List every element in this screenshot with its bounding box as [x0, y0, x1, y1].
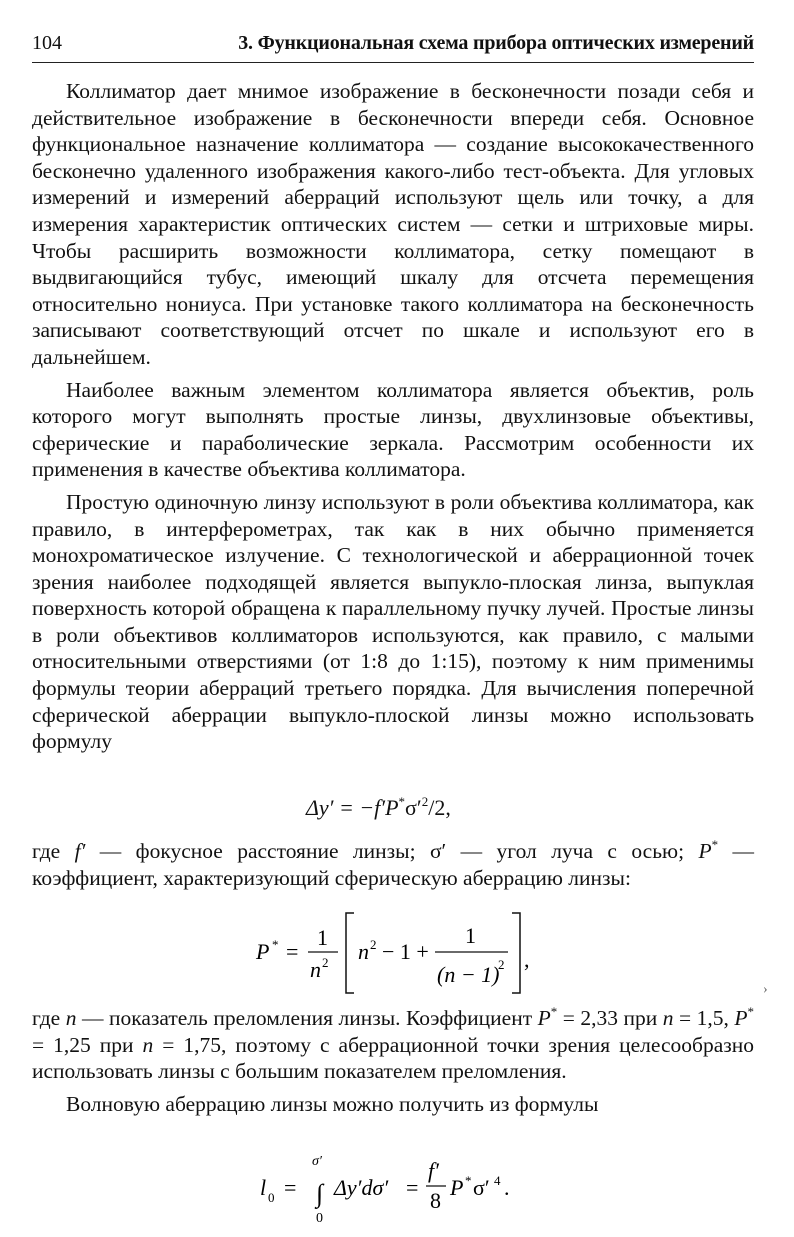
- svg-text:4: 4: [494, 1173, 501, 1188]
- svg-text:*: *: [465, 1173, 472, 1188]
- paragraph-1: Коллиматор дает мнимое изображение в бесконечности позади себя и действительное изображение в бесконечности впереди себя. Основное функциональное назначение коллиматора — создание высококачественного бесконечно удаленного изображения какого-либо тест-объекта. Для угловых измерений и измерений аберраций используют щель или точку, а для измерения характеристик оптических систем — сетки и штриховые миры. Чтобы расширить возможности коллиматора, сетку помещают в выдвигающийся тубус, имеющий шкалу для отсчета перемещения относительно нониуса. При установке такого коллиматора на бесконечность записывают соответствующий отсчет по шкале и используют его в дальнейшем.: [32, 79, 754, 369]
- svg-text:1: 1: [465, 923, 476, 948]
- svg-text:Δy′dσ′: Δy′dσ′: [334, 1175, 389, 1200]
- svg-text:1: 1: [317, 925, 328, 950]
- formula-spherical-coefficient: [250, 905, 550, 1000]
- running-head: 3. Функциональная схема прибора оптических измерений: [238, 32, 754, 54]
- integral-sign: ∫: [316, 1179, 324, 1208]
- svg-text:8: 8: [430, 1188, 441, 1213]
- svg-text:*: *: [272, 937, 279, 952]
- svg-text:=: =: [284, 1175, 297, 1200]
- svg-text:.: .: [504, 1175, 510, 1200]
- text-block-where-2: [32, 1005, 754, 1117]
- svg-text:2: 2: [322, 955, 329, 970]
- svg-text:,: ,: [524, 947, 530, 972]
- svg-text:2: 2: [370, 937, 377, 952]
- page-header: [32, 30, 754, 63]
- svg-text:f′: f′: [428, 1158, 439, 1183]
- svg-text:0: 0: [316, 1211, 323, 1226]
- symbol-P: P: [256, 939, 270, 964]
- symbol-l0: l: [260, 1175, 267, 1200]
- right-bracket: [512, 913, 520, 993]
- svg-text:P: P: [450, 1175, 464, 1200]
- svg-text:− 1 +: − 1 +: [382, 939, 429, 964]
- svg-text:n: n: [310, 957, 321, 982]
- svg-text:0: 0: [268, 1190, 275, 1205]
- svg-text:σ′: σ′: [312, 1154, 322, 1169]
- text-block-where-1: [32, 838, 754, 891]
- paragraph-3: Простую одиночную линзу используют в роли объектива коллиматора, как правило, в интерферометрах, так как в них обычно применяется монохроматическое излучение. С технологической и аберрационной точек зрения наиболее подходящей является выпукло-плоская линза, выпуклая поверхность которой обращена к параллельному пучку лучей. Простые линзы в роли объективов коллиматоров используются, как правило, с малыми относительными отверстиями (от 1:8 до 1:15), поэтому к ним применимы формулы теории аберраций третьего порядка. Для вычисления поперечной сферической аберрации выпукло-плоской линзы можно использовать формулу: [32, 489, 754, 754]
- svg-text:=: =: [406, 1175, 419, 1200]
- left-bracket: [346, 913, 354, 993]
- svg-text:σ′: σ′: [473, 1175, 490, 1200]
- paragraph-wave-aberration: Волновую аберрацию линзы можно получить из формулы: [66, 1091, 599, 1116]
- formula-transverse-aberration: $\Delta y' = -f'P^*\sigma'^2/2$,: [306, 794, 451, 820]
- svg-text:(n − 1): (n − 1): [437, 962, 500, 987]
- svg-text:=: =: [286, 939, 299, 964]
- paragraph-where-f: где f′ — фокусное расстояние линзы; σ′ — угол луча с осью; P* — коэффициент, характеризующий сферическую аберрацию линзы:: [32, 837, 755, 890]
- paragraph-2: Наиболее важным элементом коллиматора является объектив, роль которого могут выполнять простые линзы, двухлинзовые объективы, сферические и параболические зеркала. Рассмотрим особенности их применения в качестве объектива коллиматора.: [32, 377, 754, 482]
- page-number: 104: [32, 32, 62, 54]
- svg-text:2: 2: [498, 957, 505, 972]
- formula-wave-aberration: [250, 1150, 540, 1235]
- svg-text:n: n: [358, 939, 369, 964]
- paragraph-where-n: где n — показатель преломления линзы. Коэффициент P* = 2,33 при n = 1,5, P* = 1,25 при n = 1,75, поэтому с аберрационной точки зрения целесообразно использовать линзы с большим показателем преломления.: [32, 1004, 754, 1084]
- stray-mark: ›: [763, 982, 768, 997]
- text-block-top: [32, 78, 754, 755]
